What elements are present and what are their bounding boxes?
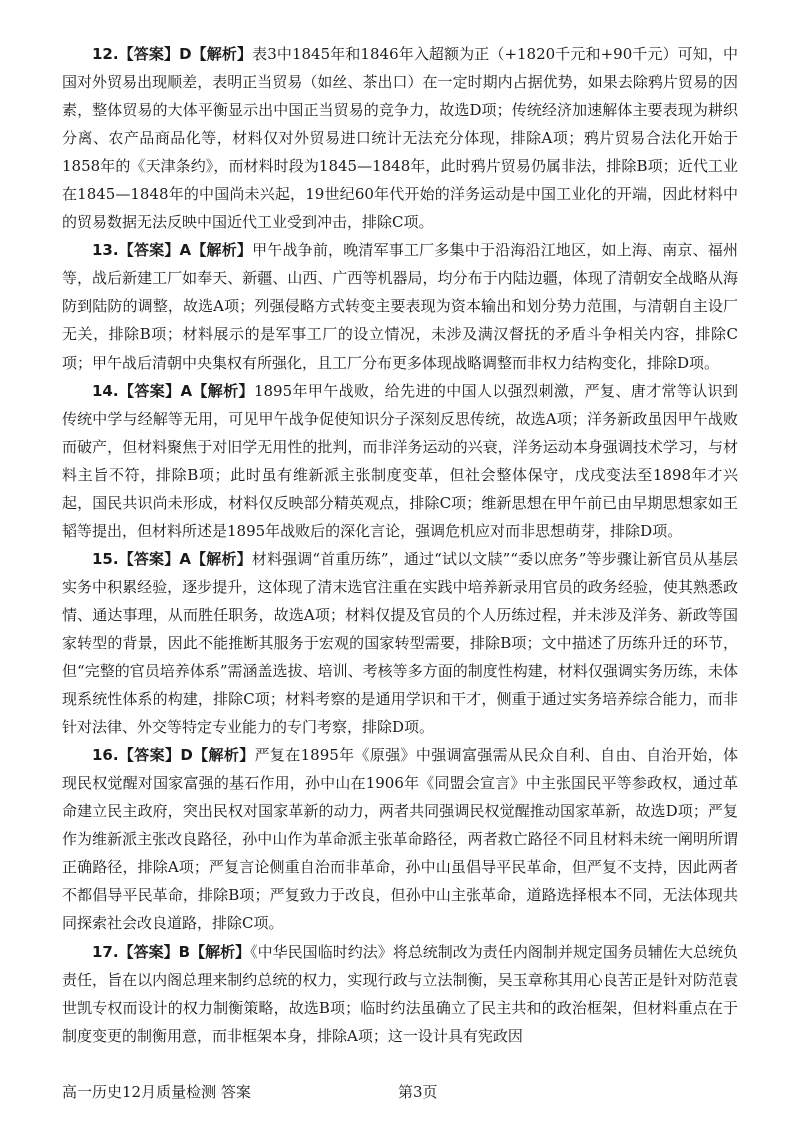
- answer-item-13: [62, 236, 738, 376]
- analysis-text: 严复在1895年《原强》中强调富强需从民众自利、自由、自治开始，体现民权觉醒对国家富强的基石作用，孙中山在1906年《同盟会宣言》中主张国民平等参政权，通过革命建立民主政府，突出民权对国家革新的动力，两者共同强调民权觉醒推动国家革新，故选D项；严复作为维新派主张改良路径，孙中山作为革命派主张革命路径，两者救亡路径不同且材料未统一阐明所谓正确路径，排除A项；严复言论侧重自治而非革命，孙中山虽倡导平民革命，但严复不支持，因此两者不都倡导平民革命，排除B项；严复致力于改良，但孙中山主张革命，道路选择根本不同，无法体现共同探索社会改良道路，排除C项。: [62, 746, 738, 933]
- answer-item-16: [62, 741, 738, 937]
- analysis-tag: 【解析】: [191, 241, 253, 260]
- question-number: 15.: [92, 549, 119, 568]
- analysis-tag: 【解析】: [191, 45, 253, 63]
- answer-tag: 【答案】: [118, 241, 180, 260]
- question-number: 12.: [92, 45, 119, 63]
- answer-letter: A: [179, 549, 191, 568]
- analysis-tag: 【解析】: [190, 942, 251, 961]
- answer-tag: 【答案】: [118, 45, 180, 63]
- footer-title: 高一历史12月质量检测 答案: [62, 1083, 251, 1101]
- answer-item-17: [62, 938, 738, 1050]
- answer-tag: 【答案】: [118, 942, 179, 961]
- analysis-text: 甲午战争前，晚清军事工厂多集中于沿海沿江地区，如上海、南京、福州等，战后新建工厂如奉天、新疆、山西、广西等机器局，均分布于内陆边疆，体现了清朝安全战略从海防到陆防的调整，故选A项；列强侵略方式转变主要表现为资本输出和划分势力范围，与清朝自主设厂无关，排除B项；材料展示的是军事工厂的设立情况，未涉及满汉督抚的矛盾斗争相关内容，排除C项；甲午战后清朝中央集权有所强化，且工厂分布更多体现战略调整而非权力结构变化，排除D项。: [62, 241, 738, 372]
- question-number: 14.: [92, 381, 119, 400]
- question-number: 16.: [92, 746, 119, 765]
- answer-item-14: [62, 377, 738, 545]
- analysis-text: 1895年甲午战败，给先进的中国人以强烈刺激，严复、唐才常等认识到传统中学与经解等无用，可见甲午战争促使知识分子深刻反思传统，故选A项；洋务新政虽因甲午战败而破产，但材料聚焦于对旧学无用性的批判，而非洋务运动的兴衰，洋务运动本身强调技术学习，与材料主旨不符，排除B项；此时虽有维新派主张制度变革，但社会整体保守，戊戌变法至1898年才兴起，国民共识尚未形成，材料仅反映部分精英观点，排除C项；维新思想在甲午前已由早期思想家如王韬等提出，但材料所述是1895年战败后的深化言论，强调危机应对而非思想萌芽，排除D项。: [62, 381, 738, 540]
- analysis-tag: 【解析】: [192, 381, 254, 400]
- analysis-tag: 【解析】: [192, 746, 255, 765]
- question-number: 17.: [92, 942, 119, 961]
- analysis-text: 表3中1845年和1846年入超额为正（+1820千元和+90千元）可知，中国对外贸易出现顺差，表明正当贸易（如丝、茶出口）在一定时期内占据优势，如果去除鸦片贸易的因素，整体贸易的大体平衡显示出中国正当贸易的竞争力，故选D项；传统经济加速解体主要表现为耕织分离、农产品商品化等，材料仅对外贸易进口统计无法充分体现，排除A项；鸦片贸易合法化开始于1858年的《天津条约》，而材料时段为1845—1848年，此时鸦片贸易仍属非法，排除B项；近代工业在1845—1848年的中国尚未兴起，19世纪60年代开始的洋务运动是中国工业化的开端，因此材料中的贸易数据无法反映中国近代工业受到冲击，排除C项。: [62, 45, 738, 232]
- answer-item-12: [62, 40, 738, 236]
- answer-letter: A: [180, 381, 193, 400]
- answer-tag: 【答案】: [118, 746, 181, 765]
- analysis-text: 材料强调“首重历练”，通过“试以文牍”“委以庶务”等步骤让新官员从基层实务中积累经验，逐步提升，这体现了清末选官注重在实践中培养新录用官员的政务经验，使其熟悉政情、通达事理，从而胜任职务，故选A项；材料仅提及官员的个人历练过程，并未涉及洋务、新政等国家转型的背景，因此不能推断其服务于宏观的国家转型需要，排除B项；文中描述了历练升迁的环节，但“完整的官员培养体系”需涵盖选拔、培训、考核等多方面的制度性构建，材料仅强调实务历练，未体现系统性体系的构建，排除C项；材料考察的是通用学识和干才，侧重于通过实务培养综合能力，而非针对法律、外交等特定专业能力的专门考察，排除D项。: [62, 549, 738, 737]
- answer-letter: A: [179, 241, 192, 260]
- answer-item-15: [62, 545, 738, 741]
- answer-letter: D: [179, 45, 192, 63]
- page-number: 第3页: [398, 1083, 438, 1101]
- question-number: 13.: [92, 241, 119, 260]
- answer-tag: 【答案】: [118, 381, 181, 400]
- answer-document: [62, 40, 738, 1050]
- page-footer: [62, 1080, 738, 1104]
- analysis-tag: 【解析】: [190, 549, 252, 568]
- analysis-text: 《中华民国临时约法》将总统制改为责任内阁制并规定国务员辅佐大总统负责任，旨在以内阁总理来制约总统的权力，实现行政与立法制衡，吴玉章称其用心良苦正是针对防范袁世凯专权而设计的权力制衡策略，故选B项；临时约法虽确立了民主共和的政治框架，但材料重点在于制度变更的制衡用意，而非框架本身，排除A项；这一设计具有宪政因: [62, 942, 738, 1045]
- answer-letter: D: [180, 746, 193, 765]
- answer-letter: B: [178, 942, 191, 961]
- answer-tag: 【答案】: [118, 549, 180, 568]
